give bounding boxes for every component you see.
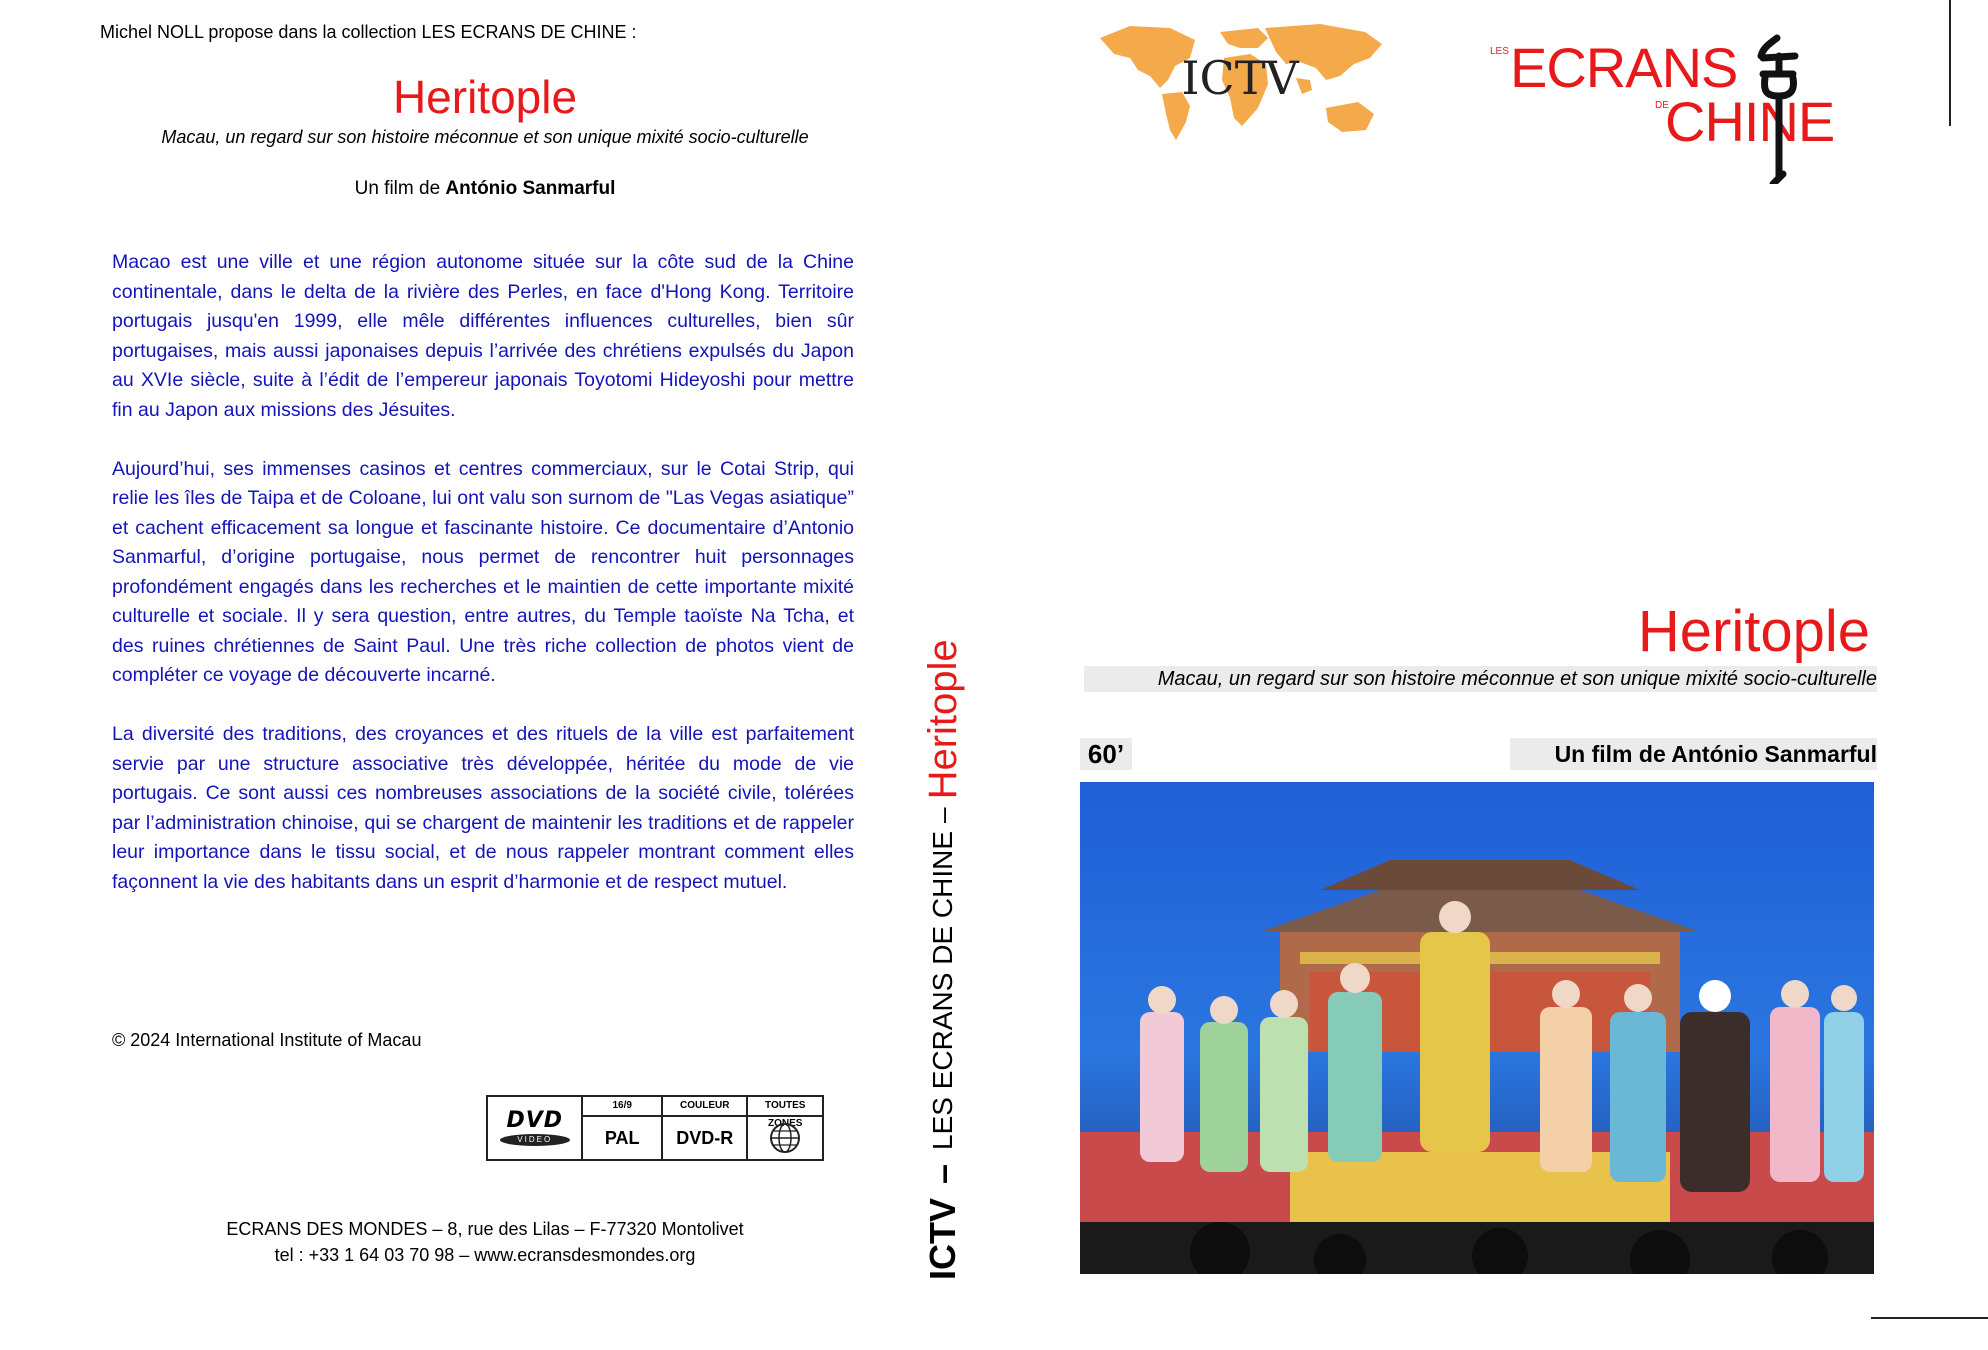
- dvd-aspect-format: [583, 1097, 663, 1159]
- aspect-label: 16/9: [583, 1097, 661, 1117]
- publisher-address: [100, 1216, 870, 1268]
- brand-chine: CHINE: [1665, 90, 1835, 153]
- synopsis-paragraph: Aujourd’hui, ses immenses casinos et centres commerciaux, sur le Cotai Strip, qui relie les îles de Taipa et de Coloane, lui ont valu son surnom de "Las Vegas asiatique” et cachent efficacement sa longue et fascinante histoire. Ce documentaire d’Antonio Sanmarful, d’origine portugaise, nous permet de rencontrer huit personnages profondément engagés dans les recherches et le maintien de cette importante mixité culturelle et sociale. Il y sera question, entre autres, du Temple taoïste Na Tcha, et des ruines chrétiennes de Saint Paul. Une très riche collection de photos vient de compléter ce voyage de découverte incarné.: [112, 457, 854, 686]
- spine-dash: –: [927, 807, 958, 823]
- spine: [915, 620, 971, 1280]
- dvd-zones: [748, 1097, 822, 1159]
- color-label: COULEUR: [663, 1097, 746, 1117]
- ictv-logo: [1090, 18, 1390, 144]
- calligraphy-mark-icon: [1755, 34, 1801, 184]
- ictv-logo-text: ICTV: [1181, 51, 1299, 105]
- dvd-color-media: [663, 1097, 748, 1159]
- cover-photo-opera-stage: [1080, 782, 1874, 1274]
- back-subtitle: Macau, un regard sur son histoire méconnue et son unique mixité socio-culturelle: [161, 127, 809, 147]
- spine-brand: ICTV: [922, 1197, 963, 1280]
- front-subtitle: Macau, un regard sur son histoire méconnue et son unique mixité socio-culturelle: [1084, 666, 1877, 692]
- dvd-video-disc: VIDEO: [500, 1134, 570, 1146]
- back-title: Heritople: [392, 71, 578, 123]
- address-line: ECRANS DES MONDES – 8, rue des Lilas – F-77320 Montolivet: [226, 1219, 744, 1239]
- front-credit: Un film de António Sanmarful: [1510, 738, 1877, 770]
- collection-intro: Michel NOLL propose dans la collection LES ECRANS DE CHINE :: [100, 22, 637, 42]
- spine-collection: LES ECRANS DE CHINE: [927, 830, 958, 1150]
- synopsis-paragraph: Macao est une ville et une région autonome située sur la côte sud de la Chine continentale, dans le delta de la rivière des Perles, en face d'Hong Kong. Territoire portugais jusqu'en 1999, elle mêle différentes influences culturelles, bien sûr portugaises, mais aussi japonaises depuis l’arrivée des chrétiens expulsés du Japon au XVIe siècle, suite à l’édit de l’empereur japonais Toyotomi Hideyoshi pour mettre fin au Japon aux missions des Jésuites.: [112, 251, 854, 421]
- duration-badge: 60’: [1080, 738, 1132, 770]
- copyright: © 2024 International Institute of Macau: [112, 1030, 422, 1050]
- dvd-specs-box: [486, 1095, 824, 1161]
- director-name: António Sanmarful: [445, 178, 616, 199]
- brand-ecrans: ECRANS: [1510, 36, 1738, 99]
- zones-label: TOUTES ZONES: [748, 1097, 822, 1117]
- brand-de: DE: [1655, 100, 1669, 111]
- brand-les: LES: [1490, 46, 1509, 57]
- spine-title: Heritople: [920, 639, 965, 800]
- format-value: PAL: [604, 1127, 640, 1148]
- media-value: DVD-R: [676, 1127, 734, 1148]
- credit-prefix: Un film de: [354, 178, 441, 199]
- front-title: Heritople: [1637, 599, 1870, 664]
- contact-line: tel : +33 1 64 03 70 98 – www.ecransdesmondes.org: [274, 1245, 696, 1265]
- crop-mark: [1871, 1317, 1988, 1319]
- synopsis-paragraph: La diversité des traditions, des croyances et des rituels de la ville est parfaitement servie par une structure associative très développée, héritée du mode de vie portugais. Ce sont aussi ces nombreuses associations de la société civile, tolérées par l’administration chinoise, qui se chargent de maintenir les traditions et de rappeler leur importance dans le tissu social, et de nous rappeler montrant comment elles façonnent la vie des habitants dans un esprit d’harmonie et de respect mutuel.: [112, 723, 854, 893]
- dvd-logo: [488, 1097, 583, 1159]
- dvd-logo-text: DVD: [506, 1108, 563, 1133]
- synopsis: [112, 248, 854, 927]
- back-credit: [100, 178, 870, 200]
- crop-mark: [1949, 0, 1951, 126]
- globe-icon: [748, 1117, 822, 1159]
- spine-dash: –: [922, 1163, 963, 1184]
